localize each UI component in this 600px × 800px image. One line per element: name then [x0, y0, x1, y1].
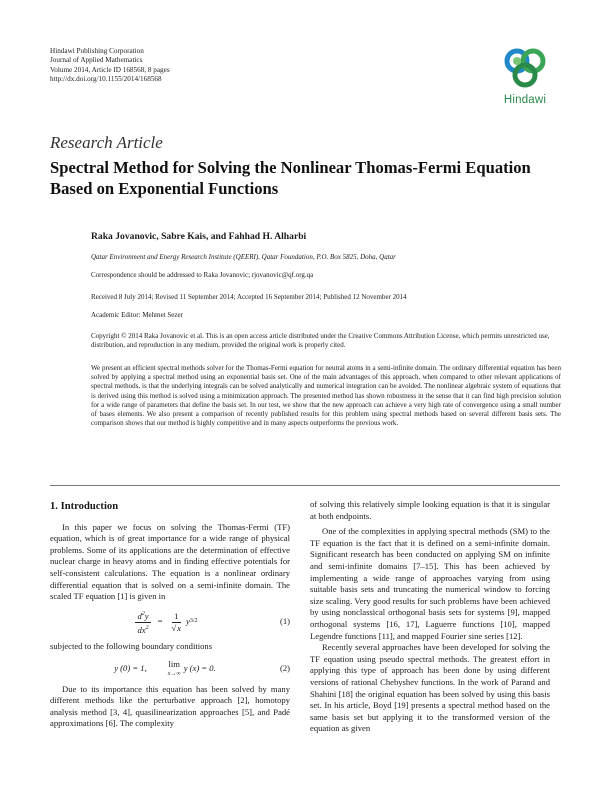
journal-name: Journal of Applied Mathematics — [50, 56, 143, 65]
eq1-sqrt-x: x — [177, 622, 181, 633]
eq1-num-exponent: 2 — [141, 610, 145, 617]
abstract: We present an efficient spectral methods solver for the Thomas-Fermi equation for neutral atoms in a semi-infinite domain. The ordinary differential equation has been solved by applying a spectral method using an exponential basis set. One of the main advantages of this approach, when compared to other relevant applications of spectral methods, is that the underlying integrals can be solved analytically and numerical integration can be avoided. The nonlinear algebraic system of equations that is derived using this method is solved using a minimization approach. The presented method has shown robustness in the sense that it can find high precision solution for a wide range of parameters that define the basis set. In our test, we show that the new approach can achieve a very high rate of convergence using a small number of bases elements. We also present a comparison of recently published results for this problem using spectral methods based on several different basis sets. The comparison shows that our method is highly competitive and in many aspects outperforms the previous work. — [91, 364, 561, 428]
eq1-d: d — [137, 610, 142, 621]
eq2-left: y (0) = 1, — [114, 662, 147, 673]
section-heading: 1. Introduction — [50, 501, 119, 512]
right-paragraph-3: Recently several approaches have been developed for solving the TF equation using pseudo spectral methods. The greatest effort in applying this type of approach has been done by using different versions of rational Chebyshev functions. In the work of Parand and Shahini [18] the original equation has been solved by using this basis set. In his article, Boyd [19] presents a spectral method based on the same basis set but applying it to the transformed version of the equation as given — [310, 642, 550, 734]
affiliation: Qatar Environment and Energy Research Institute (QEERI), Qatar Foundation, P.O. Box 5825, Doha, Qatar — [91, 253, 396, 261]
eq1-lhs-fraction — [135, 609, 150, 636]
eq2-lim-text: lim — [168, 659, 180, 670]
right-paragraph-1: of solving this relatively simple looking equation is that it is singular at both endpoints. — [310, 499, 550, 521]
right-paragraph-2: One of the complexities in applying spectral methods (SM) to the TF equation is the fact that it is defined on a semi-infinite domain. Significant research has been conducted on applying SM on infinite and semi-infinite domains [7–15]. This has been achieved by implementing a wide range of approaches varying from using suitable basis sets and truncating the numerical window to forcing size scaling. Very good results for such problems have been achieved by using nonclassical orthogonal basis sets for systems [9], mapped orthogonal systems [16, 17], Laguerre functions [10], mapped Legendre functions [11], and mapped Fourier sine series [12]. — [310, 526, 550, 641]
academic-editor: Academic Editor: Mehmet Sezer — [91, 311, 183, 319]
article-title: Spectral Method for Solving the Nonlinear Thomas-Fermi Equation Based on Exponential Functions — [50, 158, 531, 198]
publication-dates: Received 8 July 2014; Revised 11 September 2014; Accepted 16 September 2014; Published 12 November 2014 — [91, 293, 407, 301]
eq1-one: 1 — [174, 610, 179, 621]
logo-wordmark: Hindawi — [503, 94, 547, 106]
eq1-den-exponent: 2 — [145, 624, 149, 631]
intro-paragraph-2: subjected to the following boundary conditions — [50, 641, 213, 652]
eq1-y: y — [186, 616, 190, 627]
article-type: Research Article — [50, 133, 163, 152]
eq1-rhs-exponent: 3/2 — [189, 618, 198, 625]
journal-header — [50, 47, 170, 85]
eq1-dx: dx — [137, 624, 146, 635]
doi-link[interactable]: http://dx.doi.org/10.1155/2014/168568 — [50, 75, 162, 84]
authors: Raka Jovanovic, Sabre Kais, and Fahhad H. Alharbi — [91, 231, 307, 242]
eq1-rhs-fraction: $\frac{1}{√x}$ — [171, 610, 181, 633]
hindawi-logo — [493, 44, 557, 112]
equation-2 — [50, 659, 290, 678]
abstract-divider — [50, 485, 560, 486]
intro-paragraph-3: Due to its importance this equation has been solved by many different methods like the perturbative approach [2], homotopy analysis method [3, 4], quasilinearization approaches [5], and Padé approximations [6]. The complexity — [50, 683, 290, 729]
left-column — [50, 501, 290, 730]
equation-number: (1) — [279, 616, 290, 627]
right-column — [310, 499, 550, 735]
eq1-num-var: y — [144, 610, 149, 621]
equation-1 — [50, 609, 290, 636]
copyright-notice: Copyright © 2014 Raka Jovanovic et al. This is an open access article distributed under the Creative Commons Attribution License, which permits unrestricted use, distribution, and reproduction in any medium, provided the original work is properly cited. — [91, 332, 550, 350]
publisher-name: Hindawi Publishing Corporation — [50, 47, 144, 55]
volume-info: Volume 2014, Article ID 168568, 8 pages — [50, 65, 170, 74]
eq2-right: y (x) = 0. — [183, 662, 216, 673]
eq2-limit — [168, 659, 181, 678]
equation-number: (2) — [279, 662, 290, 673]
eq2-lim-subscript: x→∞ — [167, 670, 181, 677]
hindawi-rings-icon — [493, 44, 557, 92]
correspondence: Correspondence should be addressed to Raka Jovanovic; rjovanovic@qf.org.qa — [91, 271, 314, 279]
eq1-equals: = — [157, 616, 163, 627]
intro-paragraph-1: In this paper we focus on solving the Thomas-Fermi (TF) equation, which is of great importance for a wide range of physical problems. Some of its applications are the determination of effective nuclear charge in heavy atoms and in finding effective potentials for self-consistent calculations. The equation is a nonlinear ordinary differential equation that is solved on a semi-infinite domain. The scaled TF equation [1] is given in — [50, 521, 290, 602]
